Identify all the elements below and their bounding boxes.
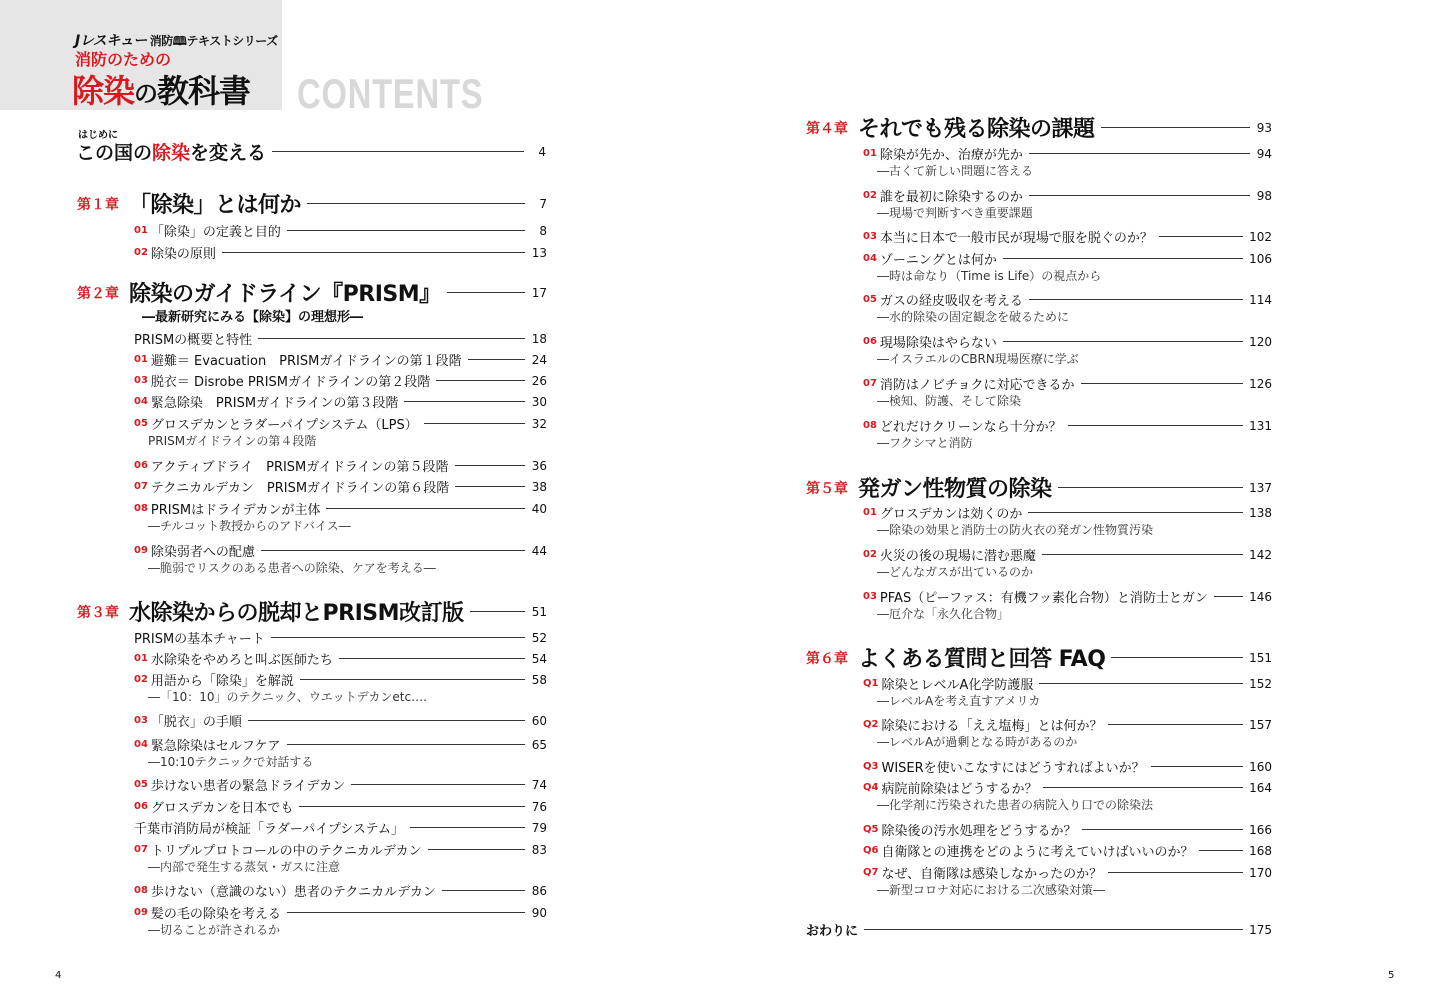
toc-item[interactable] [863,545,1272,564]
page-number: 86 [531,883,547,898]
page-number: 44 [531,543,547,558]
page-number: 120 [1249,334,1272,349]
item-number: 09 [134,545,148,556]
toc-item[interactable] [863,503,1272,522]
item-number: 02 [863,549,877,560]
item-number: 01 [134,225,148,236]
leader-line [1199,850,1243,851]
leader-line [271,637,525,638]
leader-line [222,252,525,253]
page-number: 83 [531,842,547,857]
chapter-row-2[interactable] [77,277,547,308]
leader-line [447,292,525,293]
page-number: 32 [531,416,547,431]
leader-line [248,720,525,721]
leader-line [1151,766,1243,767]
leader-line [1068,425,1243,426]
item-number: 01 [134,653,148,664]
item-title: どれだけクリーンなら十分か？ [879,420,1062,435]
item-subtitle: ―レベルAが過剰となる時があるのか [877,735,1078,749]
leader-line [410,827,525,828]
page-number: 74 [531,777,547,792]
toc-item[interactable] [134,670,547,689]
item-title: 避難＝ Evacuation PRISMガイドラインの第１段階 [150,354,462,369]
item-title: 除染弱者への配慮 [150,545,255,560]
leader-line [307,203,525,204]
page-number: 131 [1249,418,1272,433]
item-title: トリプルプロトコールの中のテクニカルデカン [150,844,422,859]
page-number: 106 [1249,251,1272,266]
toc-item[interactable] [863,374,1272,393]
chapter-label: 第５章 [806,480,848,497]
page-number: 168 [1249,843,1272,858]
toc-item[interactable] [134,840,547,859]
toc-item[interactable] [134,881,547,900]
item-subtitle: ―チルコット教授からのアドバイス― [148,519,351,533]
item-title: 「除染」の定義と目的 [150,225,281,240]
toc-item[interactable] [134,649,547,668]
page-number: 40 [531,501,547,516]
leader-line [1042,554,1243,555]
item-number: 02 [863,190,877,201]
item-number: 02 [134,247,148,258]
leader-line [299,806,525,807]
chapter-label: 第３章 [77,604,119,621]
page-number: 65 [531,737,547,752]
item-number: Q7 [863,867,879,878]
page-number: 146 [1249,589,1272,604]
leader-line [1111,657,1243,658]
leader-line [258,338,525,339]
leader-line [272,151,524,152]
page-number: 13 [531,245,547,260]
item-title: 緊急除染 PRISMガイドラインの第３段階 [150,396,399,411]
leader-line [455,486,525,487]
leader-line [1003,258,1243,259]
chapter-title: 水除染からの脱却とPRISM改訂版 [129,601,464,626]
leader-line [428,849,525,850]
intro-title: この国の除染を変える [76,142,267,164]
leader-line [1081,383,1244,384]
leader-line [351,784,525,785]
item-number: Q4 [863,782,879,793]
toc-item[interactable] [863,820,1272,839]
leader-line [1214,596,1243,597]
toc-item[interactable] [134,628,547,647]
item-number: Q1 [863,678,879,689]
item-number: 03 [863,231,877,242]
item-number: 06 [863,336,877,347]
item-number: 01 [134,354,148,365]
chapter-title: よくある質問と回答 FAQ [858,647,1106,672]
item-title: 現場除染はやらない [879,336,997,351]
toc-item[interactable] [134,499,547,518]
item-number: 03 [134,375,148,386]
page-number: 102 [1249,229,1272,244]
toc-item[interactable] [863,778,1272,797]
leader-line [1029,195,1250,196]
toc-item[interactable] [134,477,547,496]
toc-item[interactable] [863,674,1272,693]
item-number: 05 [134,418,148,429]
item-title: 千葉市消防局が検証「ラダーパイプシステム」 [134,822,405,837]
chapter-subtitle: ―最新研究にみる【除染】の理想形― [142,310,364,325]
item-title: 用語から「除染」を解説 [150,674,294,689]
item-title: グロスデカンは効くのか [879,507,1023,522]
page-number: 114 [1249,292,1272,307]
chapter-label: 第６章 [806,650,848,667]
item-title: 本当に日本で一般市民が現場で服を脱ぐのか？ [879,231,1153,246]
toc-item[interactable] [863,715,1272,734]
item-subtitle: ―「10：10」のテクニック、ウエットデカンetc…. [148,690,427,704]
leader-line [1029,299,1243,300]
item-subtitle: ―除染の効果と消防士の防火衣の発ガン性物質汚染 [877,523,1154,537]
leader-line [1003,341,1243,342]
toc-item[interactable] [863,416,1272,435]
toc-item[interactable] [134,735,547,754]
toc-item[interactable] [863,841,1272,860]
page-number-right: 5 [1388,970,1395,981]
leader-line [300,679,525,680]
item-subtitle: ―化学剤に汚染された患者の病院入り口での除染法 [877,798,1154,812]
page-number: 94 [1256,146,1272,161]
leader-line [339,658,525,659]
page-number: 7 [539,196,547,211]
leader-line [287,230,525,231]
page-number: 79 [531,820,547,835]
item-title: 除染とレベルA化学防護服 [881,678,1034,693]
item-number: 03 [134,715,148,726]
chapter-title: それでも残る除染の課題 [858,117,1095,142]
item-title: PRISMはドライデカンが主体 [150,503,321,518]
page-number: 51 [531,604,547,619]
page-number: 17 [531,285,547,300]
item-number: 06 [134,460,148,471]
leader-line [1159,236,1243,237]
item-number: 03 [863,591,877,602]
item-subtitle: ―新型コロナ対応における二次感染対策― [877,883,1106,897]
item-title: ガスの経皮吸収を考える [879,294,1023,309]
item-subtitle: ―時は命なり（Time is Life）の視点から [877,269,1102,283]
toc-item[interactable] [863,227,1272,246]
item-title: 除染が先か、治療が先か [879,148,1023,163]
page-number: 164 [1249,780,1272,795]
toc-item[interactable] [863,290,1272,309]
page-number: 52 [531,630,547,645]
page-number-left: 4 [55,970,62,981]
item-number: Q2 [863,719,879,730]
item-number: 08 [863,420,877,431]
item-title: アクティブドライ PRISMガイドラインの第５段階 [150,460,449,475]
toc-item[interactable] [134,541,547,560]
item-subtitle: ―古くて新しい問題に答える [877,164,1034,178]
toc-item[interactable] [134,221,547,240]
toc-item[interactable] [134,243,547,262]
leader-line [468,359,525,360]
chapter-label: 第２章 [77,285,119,302]
item-number: Q5 [863,824,879,835]
page-number: 137 [1249,480,1272,495]
toc-item[interactable] [134,456,547,475]
leader-line [287,744,525,745]
page-number: 76 [531,799,547,814]
toc-item[interactable] [134,350,547,369]
page-number: 170 [1249,865,1272,880]
item-subtitle: PRISMガイドラインの第４段階 [148,434,317,448]
toc-item[interactable] [134,392,547,411]
item-subtitle: ―検知、防護、そして除染 [877,394,1022,408]
item-number: 09 [134,907,148,918]
page-number: 58 [531,672,547,687]
item-title: 髪の毛の除染を考える [150,907,281,922]
item-number: 07 [134,844,148,855]
item-title: PRISMの基本チャート [134,632,265,647]
leader-line [1029,153,1250,154]
item-title: 歩けない患者の緊急ドライデカン [150,779,346,794]
leader-line [1058,487,1244,488]
item-subtitle: ―現場で判断すべき重要課題 [877,206,1033,220]
leader-line [1101,127,1250,128]
toc-item[interactable] [863,144,1272,163]
toc-item[interactable] [134,797,547,816]
page-number: 30 [531,394,547,409]
item-title: 除染後の汚水処理をどうするか？ [881,824,1077,839]
page-number: 93 [1256,120,1272,135]
item-title: PFAS（ピーファス：有機フッ素化合物）と消防士とガン [879,591,1208,606]
item-subtitle: ―水的除染の固定観念を破るために [877,310,1070,324]
item-title: 誰を最初に除染するのか [879,190,1023,205]
item-title: 歩けない（意識のない）患者のテクニカルデカン [150,885,436,900]
item-title: 水除染をやめろと叫ぶ医師たち [150,653,333,668]
item-title: ゾーニングとは何か [879,253,997,268]
item-title: 病院前除染はどうするか？ [881,782,1038,797]
page-number: 24 [531,352,547,367]
item-number: 02 [134,674,148,685]
book-title [72,66,250,112]
page-number: 18 [531,331,547,346]
toc-item[interactable] [863,186,1272,205]
page-number: 166 [1249,822,1272,837]
leader-line [455,465,526,466]
chapter-row-5[interactable] [806,472,1272,503]
page-number: 60 [531,713,547,728]
toc-item[interactable] [134,414,547,433]
item-subtitle: ―どんなガスが出ているのか [877,565,1034,579]
leader-line [1108,872,1243,873]
leader-line [287,912,525,913]
page-number: 142 [1249,547,1272,562]
toc-item[interactable] [134,329,547,348]
item-title: 緊急除染はセルフケア [150,739,281,754]
toc-item[interactable] [134,711,547,730]
leader-line [1039,683,1243,684]
item-title: 消防はノビチョクに対応できるか [879,378,1075,393]
intro-row[interactable] [76,138,546,165]
item-subtitle: ―内部で発生する蒸気・ガスに注意 [148,860,341,874]
page-number: 38 [531,479,547,494]
item-number: 01 [863,148,877,159]
leader-line [864,929,1243,930]
brand-logo-text: Jレスキュー [75,33,147,49]
item-title: WISERを使いこなすにはどうすればよいか？ [881,761,1145,776]
item-title: テクニカルデカン PRISMガイドラインの第６段階 [150,481,450,496]
leader-line [470,611,526,612]
item-title: PRISMの概要と特性 [134,333,253,348]
page-number: 126 [1249,376,1272,391]
page-number: 4 [538,144,546,159]
toc-item[interactable] [863,249,1272,268]
chapter-label: 第１章 [77,196,119,213]
item-title: グロスデカンを日本でも [150,801,294,816]
book-title-red: 除染 [72,72,135,110]
book-title-particle: の [134,80,158,108]
page-number: 152 [1249,676,1272,691]
leader-line [1028,512,1243,513]
book-title-rest: 教科書 [157,72,251,110]
chapter-row-3[interactable] [77,596,547,627]
toc-item[interactable] [134,775,547,794]
leader-line [1082,829,1243,830]
toc-item[interactable] [863,332,1272,351]
leader-line [442,890,525,891]
page-number: 138 [1249,505,1272,520]
chapter-row-1[interactable] [77,188,547,219]
item-title: 除染における「ええ塩梅」とは何か？ [881,719,1103,734]
item-number: 05 [863,294,877,305]
item-subtitle: ―10:10テクニックで対話する [148,755,314,769]
item-number: 04 [863,253,877,264]
page-number: 98 [1256,188,1272,203]
page-number: 54 [531,651,547,666]
leader-line [261,550,525,551]
item-subtitle: ―イスラエルのCBRN現場医療に学ぶ [877,352,1079,366]
chapter-row-6[interactable] [806,642,1272,673]
page-number: 8 [539,223,547,238]
leader-line [404,401,525,402]
toc-item[interactable] [863,863,1272,882]
item-title: グロスデカンとラダーパイプシステム（LPS） [150,418,418,433]
item-title: 火災の後の現場に潜む悪魔 [879,549,1036,564]
leader-line [326,508,525,509]
item-number: 08 [134,885,148,896]
item-number: 07 [134,481,148,492]
page-number: 36 [531,458,547,473]
book-subtitle: 消防のための [75,50,172,69]
page-number: 151 [1249,650,1272,665]
leader-line [424,423,525,424]
item-title: なぜ、自衛隊は感染しなかったのか？ [881,867,1103,882]
item-number: Q3 [863,761,879,772]
item-subtitle: ―切ることが許されるか [148,923,281,937]
leader-line [1108,724,1243,725]
chapter-row-4[interactable] [806,112,1272,143]
toc-item[interactable] [863,587,1272,606]
item-number: 05 [134,779,148,790]
chapter-title: 「除染」とは何か [129,193,302,218]
item-title: 「脱衣」の手順 [150,715,242,730]
leader-line [436,380,525,381]
chapter-title: 除染のガイドライン『PRISM』 [129,282,441,307]
item-number: 01 [863,507,877,518]
item-number: Q6 [863,845,879,856]
page-number: 160 [1249,759,1272,774]
chapter-label: 第４章 [806,120,848,137]
item-title: 脱衣＝ Disrobe PRISMガイドラインの第２段階 [150,375,431,390]
page-number: 157 [1249,717,1272,732]
page-number: 26 [531,373,547,388]
item-title: 自衛隊との連携をどのように考えていけばいいのか？ [881,845,1194,860]
page-number: 175 [1249,922,1272,937]
leader-line [1043,787,1243,788]
item-number: 06 [134,801,148,812]
series-text: 消防🕮テキストシリーズ [149,34,278,48]
toc-item[interactable] [863,757,1272,776]
closing-row[interactable] [806,920,1272,939]
chapter-title: 発ガン性物質の除染 [858,477,1052,502]
item-number: 08 [134,503,148,514]
item-subtitle: ―厄介な「永久化合物」 [877,607,1010,621]
item-number: 07 [863,378,877,389]
intro-label: はじめに [78,130,118,141]
item-number: 04 [134,396,148,407]
item-subtitle: ―レベルAを考え直すアメリカ [877,694,1041,708]
item-subtitle: ―脆弱でリスクのある患者への除染、ケアを考える― [148,561,436,575]
toc-item[interactable] [134,818,547,837]
closing-title: おわりに [806,924,859,939]
contents-heading: CONTENTS [297,70,484,117]
item-number: 04 [134,739,148,750]
item-title: 除染の原則 [150,247,216,262]
toc-item[interactable] [134,371,547,390]
page-number: 90 [531,905,547,920]
toc-item[interactable] [134,903,547,922]
item-subtitle: ―フクシマと消防 [877,436,973,450]
